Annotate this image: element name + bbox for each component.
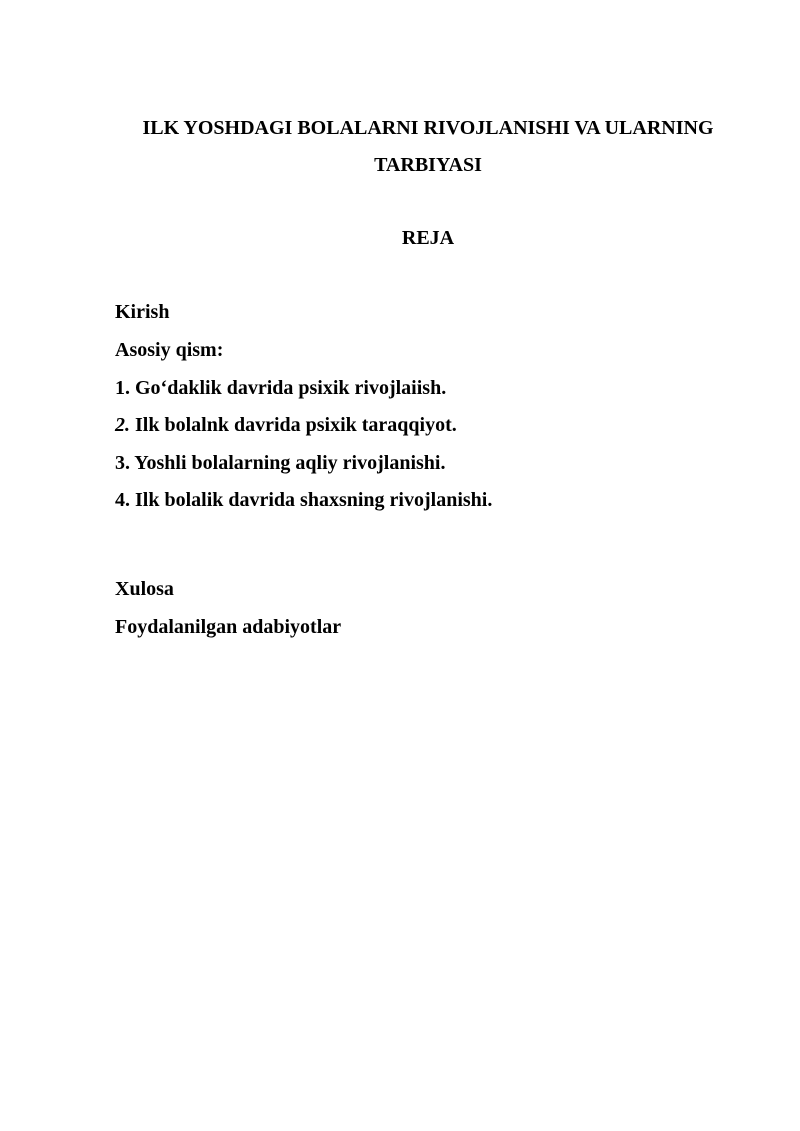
plan-item-text: Yoshli bolalarning aqliy rivojlanishi. <box>134 452 446 474</box>
plan-heading: REJA <box>401 227 455 249</box>
plan-item-number: 4. <box>115 489 130 511</box>
document-title: ILK YOSHDAGI BOLALARNI RIVOJLANISHI VA ULARNING TARBIYASI <box>142 117 714 176</box>
plan-item-3 <box>115 449 445 477</box>
plan-item-4 <box>115 486 492 514</box>
main-part-line: Asosiy qism: <box>115 339 224 361</box>
plan-item-text: Go‘daklik davrida psixik rivojlaiish. <box>135 377 447 399</box>
conclusion-line: Xulosa <box>115 578 174 600</box>
references-line: Foydalanilgan adabiyotlar <box>115 616 342 638</box>
plan-item-1 <box>115 374 446 402</box>
plan-item-text: Ilk bolalik davrida shaxsning rivojlanishi. <box>135 489 493 511</box>
intro-line: Kirish <box>115 301 170 323</box>
plan-item-2 <box>115 411 457 439</box>
plan-item-text: Ilk bolalnk davrida psixik taraqqiyot. <box>135 414 457 436</box>
plan-item-number: 3. <box>115 452 130 474</box>
plan-item-number: 1. <box>115 377 130 399</box>
plan-item-number: 2. <box>115 414 130 436</box>
